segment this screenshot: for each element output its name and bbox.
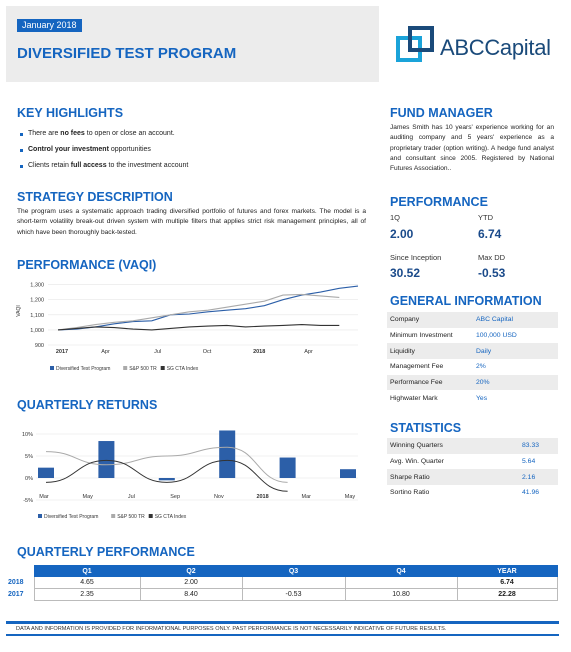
y-axis-label: VAQI — [16, 305, 22, 317]
legend-label: Diversified Test Program — [44, 514, 99, 520]
fund-manager-title: FUND MANAGER — [390, 106, 493, 120]
y-tick-label: 1,000 — [30, 327, 44, 334]
qp-header-blank — [6, 566, 34, 577]
qp-cell: 10.80 — [345, 589, 457, 601]
x-tick-label: May — [82, 494, 93, 500]
info-key: Performance Fee — [390, 379, 443, 387]
info-value: ABC Capital — [476, 316, 514, 324]
info-key: Liquidity — [390, 347, 415, 355]
return-bar — [340, 469, 356, 478]
highlight-bold: no fees — [60, 130, 85, 137]
report-header — [6, 6, 379, 82]
general-info-table — [387, 312, 558, 406]
y-tick-label: 1,200 — [30, 297, 44, 304]
stat-row — [387, 454, 558, 470]
vaqi-title: PERFORMANCE (VAQI) — [17, 258, 157, 272]
x-tick-label: 2018 — [256, 494, 269, 500]
info-row — [387, 343, 558, 359]
info-value: Daily — [476, 347, 492, 355]
info-key: Management Fee — [390, 363, 444, 371]
highlight-item — [20, 158, 360, 174]
series-line — [46, 460, 288, 491]
perf-ytd-label: YTD — [478, 213, 493, 222]
legend-label: S&P 500 TR — [117, 514, 145, 520]
perf-maxdd-value: -0.53 — [478, 266, 506, 280]
report-date-badge: January 2018 — [17, 19, 82, 32]
stat-key: Sharpe Ratio — [390, 473, 430, 481]
legend-swatch — [161, 366, 165, 370]
legend-label: Diversified Test Program — [56, 366, 111, 372]
return-bar — [159, 478, 175, 480]
qp-year-total: 6.74 — [457, 577, 557, 589]
qp-cell: 4.65 — [34, 577, 140, 589]
perf-1q-value: 2.00 — [390, 227, 414, 241]
perf-inception-value: 30.52 — [390, 266, 421, 280]
qp-cell: 2.35 — [34, 589, 140, 601]
qp-header-cell: Q2 — [140, 566, 242, 577]
logo-mark-icon — [394, 24, 438, 68]
qp-year-total: 22.28 — [457, 589, 557, 601]
x-tick-label: May — [344, 494, 356, 500]
y-tick-label: 5% — [25, 454, 33, 460]
highlight-text: Clients retain — [28, 162, 71, 169]
qp-header-cell: YEAR — [457, 566, 557, 577]
report-title: DIVERSIFIED TEST PROGRAM — [17, 45, 237, 62]
legend-swatch — [149, 514, 153, 518]
statistics-table — [387, 438, 558, 501]
stat-value: 41.96 — [522, 489, 540, 497]
vaqi-line-chart — [14, 273, 368, 378]
return-bar — [280, 458, 296, 478]
qp-header-cell: Q1 — [34, 566, 140, 577]
legend-swatch — [38, 514, 42, 518]
highlight-bold: Control your investment — [28, 146, 109, 153]
y-tick-label: 1,100 — [30, 312, 44, 319]
disclaimer-text: DATA AND INFORMATION IS PROVIDED FOR INFORMATIONAL PURPOSES ONLY. PAST PERFORMANCE IS NOT NECESSARILY INDICATIVE OF FUTURE RESULTS. — [16, 626, 447, 632]
info-row — [387, 328, 558, 344]
performance-grid — [390, 209, 560, 279]
series-line — [46, 447, 288, 482]
fund-manager-text: James Smith has 10 years' experience working for an auditing company and 5 years' experience as a proprietary trader (option writing). A hedge fund analyst and consultant since 2005. Registered by National Futures Association.. — [390, 124, 554, 173]
legend-swatch — [123, 366, 127, 370]
y-tick-label: -5% — [23, 498, 33, 504]
highlight-item — [20, 142, 360, 158]
info-key: Highwater Mark — [390, 394, 438, 402]
footer-divider — [6, 621, 559, 624]
qp-row — [6, 589, 557, 601]
stat-row — [387, 438, 558, 454]
legend-label: SG CTA Index — [154, 514, 187, 520]
x-tick-label: 2017 — [55, 349, 69, 355]
stat-key: Winning Quarters — [390, 442, 443, 450]
x-tick-label: 2018 — [253, 349, 266, 355]
strategy-title: STRATEGY DESCRIPTION — [17, 190, 173, 204]
quarterly-performance-title: QUARTERLY PERFORMANCE — [17, 545, 195, 559]
y-tick-label: 0% — [25, 476, 33, 482]
x-tick-label: Apr — [304, 349, 313, 355]
qp-cell: 2.00 — [140, 577, 242, 589]
info-row — [387, 359, 558, 375]
qp-cell — [345, 577, 457, 589]
qp-header-row — [6, 566, 557, 577]
perf-1q-label: 1Q — [390, 213, 401, 222]
company-logo — [394, 22, 564, 70]
return-bar — [98, 441, 114, 478]
return-bar — [219, 430, 235, 478]
stat-key: Avg. Win. Quarter — [390, 458, 444, 466]
qp-cell: 8.40 — [140, 589, 242, 601]
qp-year: 2018 — [8, 579, 24, 586]
stat-value: 83.33 — [522, 442, 540, 450]
highlight-bold: full access — [70, 162, 107, 169]
x-tick-label: Mar — [39, 494, 49, 500]
x-tick-label: Oct — [202, 349, 212, 355]
highlight-text: There are — [28, 130, 61, 137]
y-tick-label: 900 — [34, 343, 44, 349]
legend-label: SG CTA Index — [166, 366, 199, 372]
key-highlights-list — [20, 126, 360, 174]
quarterly-returns-title: QUARTERLY RETURNS — [17, 398, 158, 412]
stat-value: 2.16 — [522, 473, 536, 481]
info-key: Minimum Investment — [390, 332, 453, 340]
highlight-text: opportunities — [108, 146, 151, 153]
x-tick-label: Mar — [301, 494, 312, 500]
y-tick-label: 10% — [21, 432, 33, 438]
strategy-text: The program uses a systematic approach trading diversified portfolio of futures and forex markets. The model is a short-term volatility break-out driven system with multiple filters that applies strict risk management principles, all of which have been thoroughly back-tested. — [17, 208, 366, 236]
highlight-text: to the investment account — [106, 162, 189, 169]
qp-header-cell: Q3 — [242, 566, 345, 577]
legend-swatch — [50, 366, 54, 370]
info-value: Yes — [476, 394, 488, 402]
series-line — [58, 325, 339, 330]
quarterly-performance-table — [6, 565, 558, 601]
stat-value: 5.64 — [522, 458, 536, 466]
stat-row — [387, 485, 558, 501]
y-tick-label: 1,300 — [30, 282, 44, 289]
info-value: 20% — [476, 379, 490, 387]
info-row — [387, 390, 558, 406]
qp-row — [6, 577, 557, 589]
info-row — [387, 312, 558, 328]
perf-inception-label: Since Inception — [390, 253, 442, 262]
legend-swatch — [111, 514, 115, 518]
x-tick-label: Nov — [213, 494, 224, 500]
x-tick-label: Jul — [127, 494, 135, 500]
info-value: 2% — [476, 363, 486, 371]
info-value: 100,000 USD — [476, 332, 517, 340]
general-info-title: GENERAL INFORMATION — [390, 294, 542, 308]
stat-row — [387, 469, 558, 485]
performance-title: PERFORMANCE — [390, 195, 488, 209]
qp-cell — [242, 577, 345, 589]
return-bar — [38, 468, 54, 478]
legend-label: S&P 500 TR — [129, 366, 157, 372]
x-tick-label: Apr — [101, 349, 110, 355]
stat-key: Sortino Ratio — [390, 489, 430, 497]
qp-header-cell: Q4 — [345, 566, 457, 577]
info-row — [387, 375, 558, 391]
x-tick-label: Sep — [170, 494, 181, 500]
qp-cell: -0.53 — [242, 589, 345, 601]
info-key: Company — [390, 316, 420, 324]
highlight-text: to open or close an account. — [84, 130, 175, 137]
perf-maxdd-label: Max DD — [478, 253, 506, 262]
footer-divider — [6, 634, 559, 636]
x-tick-label: Jul — [154, 349, 162, 355]
logo-text: ABCCapital — [440, 35, 551, 60]
highlight-item — [20, 126, 360, 142]
key-highlights-title: KEY HIGHLIGHTS — [17, 106, 124, 120]
perf-ytd-value: 6.74 — [478, 227, 502, 241]
qp-year: 2017 — [8, 591, 24, 598]
statistics-title: STATISTICS — [390, 421, 462, 435]
quarterly-returns-chart — [14, 426, 368, 526]
